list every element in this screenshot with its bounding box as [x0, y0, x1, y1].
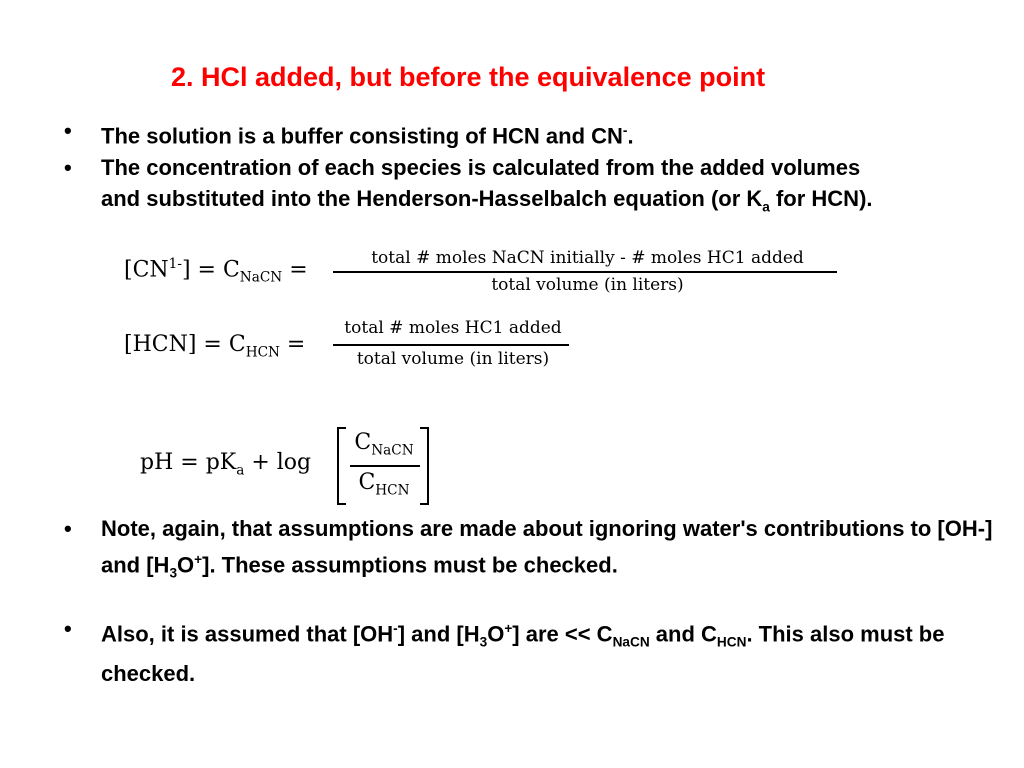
bullet-text: The solution is a buffer consisting of HCN and CN: [101, 123, 623, 149]
superscript: -: [393, 621, 398, 636]
eq-text: [HCN] = C: [124, 332, 246, 357]
eq-sub: NaCN: [239, 269, 283, 286]
bullet-assumptions: [64, 513, 1001, 589]
bullet-text: ] and [H: [397, 621, 480, 647]
eq-sup: 1-: [168, 256, 182, 272]
eq-sub: NaCN: [371, 442, 414, 459]
eq-text: C: [358, 470, 376, 495]
eq-text: ] = C: [181, 257, 240, 283]
subscript: 3: [479, 634, 488, 650]
eq1-denominator: total volume (in liters): [491, 275, 684, 295]
superscript: +: [194, 552, 203, 567]
bullet-concentration: [64, 152, 901, 222]
bullet-text: O: [487, 621, 505, 647]
bullet-also-assumed: [64, 613, 1001, 689]
eq1-numerator: total # moles NaCN initially - # moles HC1 added: [371, 248, 804, 268]
eq-text: C: [354, 430, 372, 455]
bullet-marker: •: [64, 516, 72, 541]
subscript: NaCN: [612, 634, 650, 650]
bullet-text: Also, it is assumed that [OH: [101, 621, 394, 647]
eq2-fraction-bar: [333, 344, 569, 346]
bullet-text: O: [177, 552, 195, 578]
bullet-text: and C: [649, 621, 717, 647]
superscript: +: [504, 621, 513, 636]
subscript: HCN: [716, 634, 747, 650]
subscript: 3: [169, 565, 178, 581]
superscript: -: [622, 123, 628, 138]
equation-henderson: [140, 450, 311, 478]
bullet-text-end: .: [627, 123, 634, 149]
eq-sub: HCN: [375, 482, 410, 499]
bullet-text-end: . This also must be checked.: [101, 621, 945, 686]
bullet-text: The concentration of each species is calculated from the added volumes and substituted into the Henderson-Hasselbalch equation (or K: [101, 155, 861, 211]
eq1-fraction-bar: [333, 271, 837, 273]
bullet-text: Note, again, that assumptions are made about ignoring water's contributions to [OH-] and [H: [101, 516, 993, 578]
eq2-denominator: total volume (in liters): [356, 349, 550, 369]
eq-sub: a: [236, 462, 245, 479]
equation-cn: [124, 256, 308, 286]
eq-text: + log: [244, 450, 312, 475]
eq2-numerator: total # moles HC1 added: [344, 318, 562, 338]
bullet-marker: •: [64, 616, 72, 641]
bullet-text: ] are << C: [512, 621, 613, 647]
eq-sub: HCN: [245, 344, 280, 361]
equation-hcn: [124, 332, 305, 360]
bullet-text-end: for HCN).: [769, 186, 873, 211]
bullet-marker: •: [64, 118, 72, 143]
eq-equals: =: [286, 332, 306, 357]
eq-text: [CN: [124, 257, 169, 283]
slide-title: 2. HCl added, but before the equivalence point: [171, 62, 766, 92]
bullet-marker: •: [64, 155, 72, 180]
bullet-buffer: [64, 115, 1001, 151]
eq-equals: =: [289, 257, 308, 283]
bullet-text-end: ]. These assumptions must be checked.: [202, 552, 618, 578]
eq3-denominator: [346, 470, 422, 498]
subscript: a: [762, 199, 770, 215]
eq3-fraction-bar: [350, 465, 420, 467]
eq3-numerator: [346, 430, 422, 458]
eq-text: pH = pK: [140, 450, 237, 475]
